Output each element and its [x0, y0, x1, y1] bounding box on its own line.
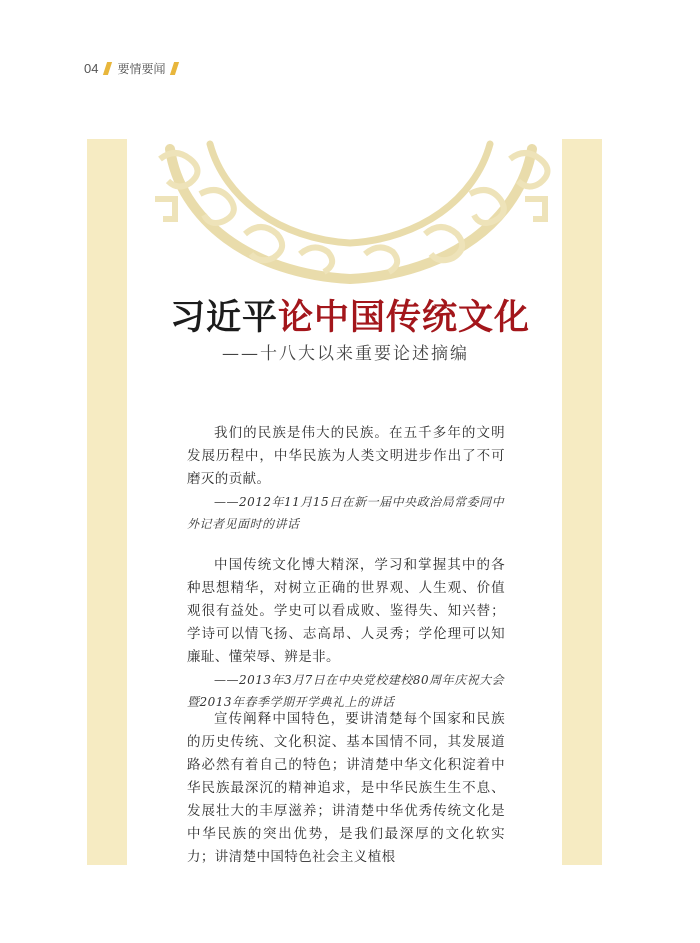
page-header [84, 59, 180, 77]
header-slash-decoration [170, 62, 179, 75]
article-subtitle: ——十八大以来重要论述摘编 [222, 344, 469, 364]
quote-block [187, 422, 505, 535]
quote-text: 中国传统文化博大精深，学习和掌握其中的各种思想精华，对树立正确的世界观、人生观、价值观很有益处。学史可以看成败、鉴得失、知兴替；学诗可以情飞扬、志高昂、人灵秀；学伦理可以知廉耻、懂荣辱、辨是非。 [187, 557, 505, 665]
quote-block [187, 708, 505, 869]
title-prefix: 习近平 [169, 297, 278, 338]
section-label: 要情要闻 [117, 61, 166, 76]
page-number: 04 [84, 60, 99, 76]
right-decorative-band [562, 139, 602, 865]
quote-text: 我们的民族是伟大的民族。在五千多年的文明发展历程中，中华民族为人类文明进步作出了不可磨灭的贡献。 [187, 425, 505, 487]
header-slash-decoration [103, 62, 112, 75]
title-main: 论中国传统文化 [278, 297, 531, 338]
bronze-pattern-ornament [140, 139, 560, 289]
article-title [0, 290, 700, 340]
quote-source: ——2013年3月7日在中央党校建校80周年庆祝大会暨2013年春季学期开学典礼上的讲话 [187, 673, 505, 709]
left-decorative-band [87, 139, 127, 865]
quote-source: ——2012年11月15日在新一届中央政治局常委同中外记者见面时的讲话 [187, 495, 505, 531]
quote-block [187, 554, 505, 713]
quote-text: 宣传阐释中国特色，要讲清楚每个国家和民族的历史传统、文化积淀、基本国情不同，其发展道路必然有着自己的特色；讲清楚中华文化积淀着中华民族最深沉的精神追求，是中华民族生生不息、发展壮大的丰厚滋养；讲清楚中华优秀传统文化是中华民族的突出优势，是我们最深厚的文化软实力；讲清楚中国特色社会主义植根 [187, 711, 505, 865]
